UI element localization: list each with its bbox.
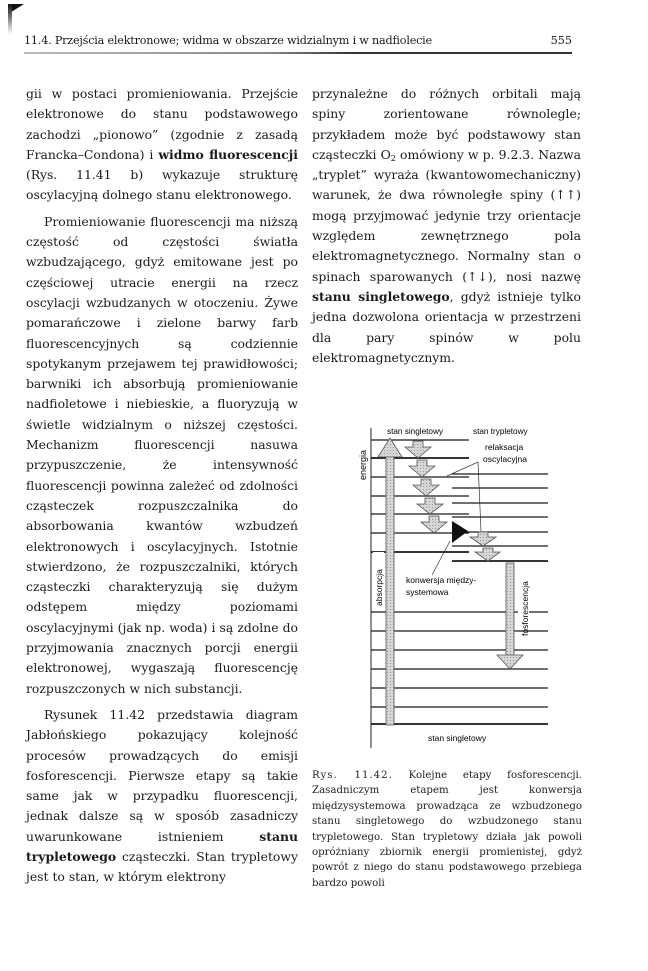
- subscript: 2: [390, 153, 396, 163]
- text-run: gii w postaci promieniowania. Przejście elektronowe do stanu podstawowego zachodzi „pionowo” (zgodnie z zasadą Francka–Condona) i: [26, 86, 298, 162]
- intersystem-crossing-arrow: [452, 521, 468, 543]
- page-number: 555: [550, 34, 572, 47]
- label-energy-axis: energia: [358, 449, 368, 480]
- text-run: omówiony w p. 9.2.3. Nazwa „tryplet” wyraża (kwantowomechaniczny) warunek, że dwa równoległe spiny (↑↑) mogą przyjmować jedynie trzy orientacje względem zewnętrznego pola elektromagnetycznego. Normalny stan o spinach sparowanych (↑↓), nosi nazwę: [312, 146, 581, 284]
- page-corner-mark-shadow: [8, 4, 12, 34]
- relaxation-arrows-singlet: [405, 441, 447, 533]
- left-column: [26, 84, 298, 888]
- term-triplet-state: stanu trypletowego: [26, 828, 298, 864]
- caption-text: Kolejne etapy fosforescencji. Zasadniczym etapem jest konwersja międzysystemowa prowadząca ze wzbudzonego stanu singletowego do wzbudzonego stanu trypletowego. Stan trypletowy działa jak powoli opróżniany zbiornik energii promienistej, gdyż powrót z niego do stanu podstawowego przebiega bardzo powoli: [312, 770, 582, 889]
- label-absorption: absorpcja: [374, 569, 384, 606]
- text-run: (Rys. 11.41 b) wykazuje strukturę oscylacyjną dolnego stanu elektronowego.: [26, 167, 298, 203]
- paragraph-1: [26, 84, 298, 206]
- label-relaxation-1: relaksacja: [485, 442, 524, 452]
- jablonski-diagram: [340, 415, 580, 755]
- label-phosphorescence: fosforescencja: [520, 581, 530, 636]
- paragraph-2: Promieniowanie fluorescencji ma niższą częstość od częstości światła wzbudzającego, gdyż emitowane jest po częściowej utracie energii na rzecz oscylacji wzbudzanych w otoczeniu. Żywe pomarańczowe i zielone barwy farb fluorescencyjnych są codziennie spotykanym przejawem tej prawidłowości; barwniki ich absorbują promieniowanie nadfioletowe i niebieskie, a fluoryzują w świetle widzialnym o niższej częstości. Mechanizm fluorescencji nasuwa przypuszczenie, że intensywność fluorescencji powinna zależeć od zdolności cząsteczek rozpuszczalnika do absorbowania kwantów wzbudzeń elektronowych i oscylacyjnych. Istotnie stwierdzono, że rozpuszczalniki, których cząsteczki charakteryzują się dużym odstępem między poziomami oscylacyjnymi (jak np. woda) i są zdolne do przyjmowania znacznych porcji energii elektronowej, wygaszają fluorescencję rozpuszczonych w nich substancji.: [26, 213, 298, 696]
- term-fluorescence-spectrum: widmo fluorescencji: [158, 146, 298, 162]
- label-relaxation-2: oscylacyjna: [483, 454, 527, 464]
- label-isc-1: konwersja między-: [406, 575, 477, 585]
- paragraph-3: [26, 705, 298, 888]
- label-singlet-top: stan singletowy: [387, 427, 443, 436]
- header-rule: [24, 52, 572, 54]
- paragraph-continued: [312, 84, 581, 368]
- right-column: [312, 84, 581, 368]
- text-run: Rysunek 11.42 przedstawia diagram Jabłońskiego pokazujący kolejność procesów prowadzących do emisji fosforescencji. Pierwsze etapy są takie same jak w przypadku fluorescencji, jednak dalsze są w sposób zasadniczy uwarunkowane istnieniem: [26, 706, 298, 844]
- figure-caption: [312, 768, 582, 891]
- label-singlet-bottom: stan singletowy: [428, 733, 487, 743]
- label-triplet-top: stan trypletowy: [473, 427, 528, 436]
- term-singlet-state: stanu singletowego: [312, 288, 450, 304]
- isc-leader-line: [432, 541, 450, 575]
- triplet-levels: [452, 474, 548, 561]
- caption-label: Rys. 11.42.: [312, 770, 393, 781]
- text-run: cząsteczki. Stan trypletowy jest to stan, w którym elektrony: [26, 848, 298, 885]
- label-isc-2: systemowa: [406, 587, 449, 597]
- running-head: 11.4. Przejścia elektronowe; widma w obszarze widzialnym i w nadfiolecie: [24, 34, 432, 47]
- text-run: przynależne do różnych orbitali mają spiny zorientowane równolegle; przykładem może być podstawowy stan cząsteczki O: [312, 86, 581, 162]
- text-run: , gdyż istnieje tylko jedna dozwolona orientacja w przestrzeni dla pary spinów w polu elektromagnetycznym.: [312, 288, 581, 365]
